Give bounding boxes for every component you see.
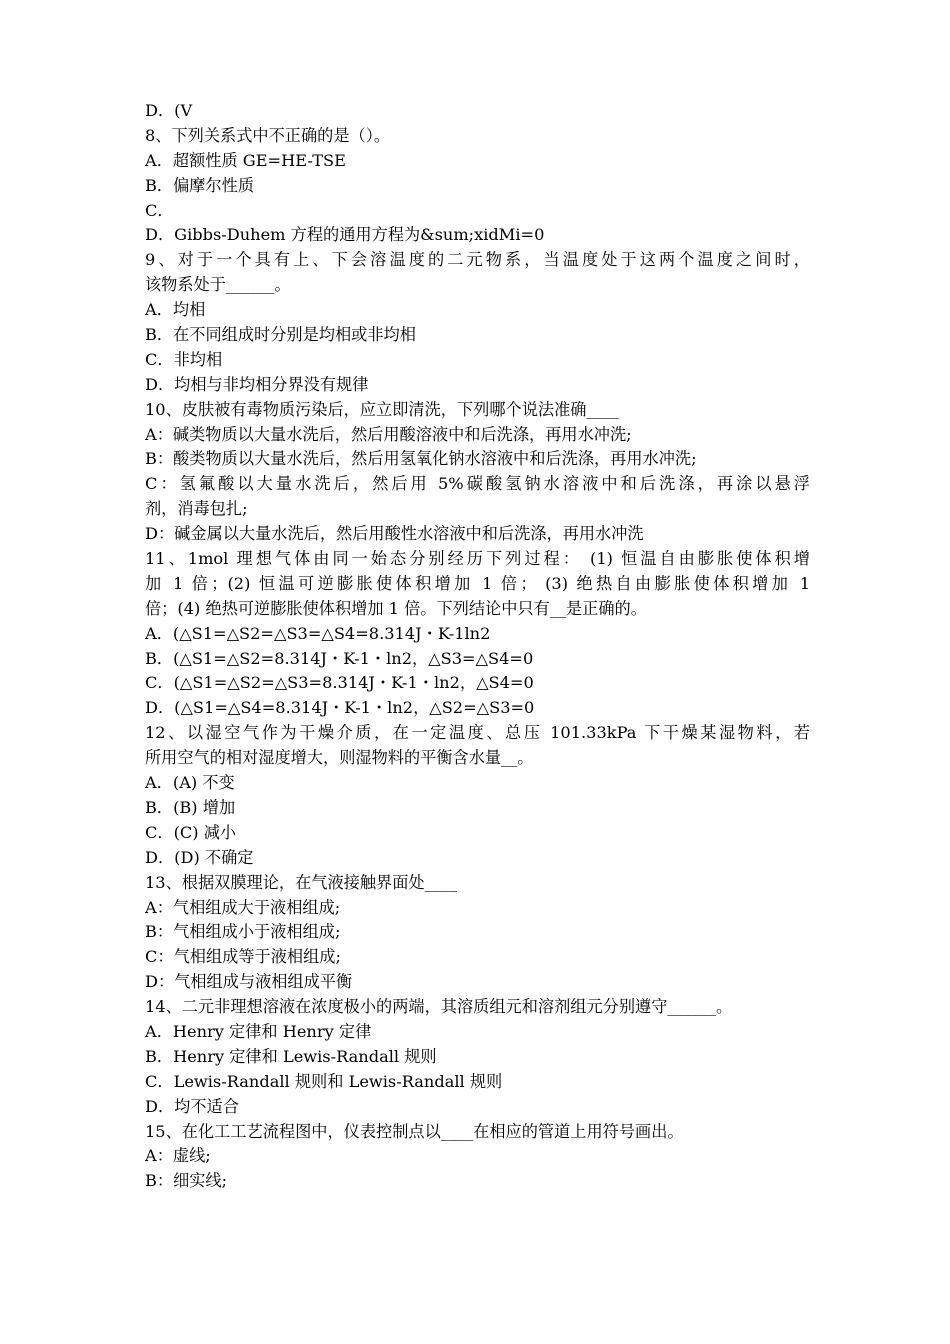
question-8-option-d: D．Gibbs-Duhem 方程的通用方程为&sum;xidMi=0 [145, 225, 545, 245]
question-9-stem-cont: 该物系处于______。 [145, 275, 291, 295]
question-14-option-a: A．Henry 定律和 Henry 定律 [145, 1021, 372, 1041]
question-9-option-a: A．均相 [145, 300, 206, 320]
question-10-option-a: A：碱类物质以大量水洗后，然后用酸溶液中和后洗涤，再用水冲洗; [145, 424, 632, 444]
question-15-option-b: B：细实线; [145, 1171, 228, 1191]
question-12-option-b: B．(B) 增加 [145, 797, 236, 817]
question-14-stem: 14、二元非理想溶液在浓度极小的两端，其溶质组元和溶剂组元分别遵守______。 [145, 997, 733, 1017]
question-11-option-a: A．(△S1=△S2=△S3=△S4=8.314J・K-1ln2 [145, 623, 491, 643]
question-11-option-c: C．(△S1=△S2=△S3=8.314J・K-1・ln2，△S4=0 [145, 673, 534, 693]
question-9-option-b: B．在不同组成时分别是均相或非均相 [145, 325, 416, 345]
text-line: D．(V [145, 101, 193, 120]
question-13-option-b: B：气相组成小于液相组成; [145, 922, 341, 942]
page-text-body [145, 99, 810, 1194]
question-10-option-b: B：酸类物质以大量水洗后，然后用氢氧化钠水溶液中和后洗涤，再用水冲洗; [145, 449, 697, 469]
question-10-option-d: D：碱金属以大量水洗后，然后用酸性水溶液中和后洗涤，再用水冲洗 [145, 524, 644, 544]
question-13-stem: 13、根据双膜理论，在气液接触界面处____ [145, 872, 457, 892]
question-12-stem: 12、以湿空气作为干燥介质，在一定温度、总压 101.33kPa 下干燥某湿物料，若 [145, 723, 810, 743]
question-8-option-b: B．偏摩尔性质 [145, 175, 255, 195]
question-11-option-b: B．(△S1=△S2=8.314J・K-1・ln2，△S3=△S4=0 [145, 648, 534, 668]
question-14-option-d: D．均不适合 [145, 1096, 239, 1116]
question-8-stem: 8、下列关系式中不正确的是（）。 [145, 125, 391, 145]
question-8-option-a: A．超额性质 GE=HE-TSE [145, 150, 346, 170]
question-11-stem-cont: 加 1 倍；(2) 恒温可逆膨胀使体积增加 1 倍； (3) 绝热自由膨胀使体积增加 1 [145, 573, 810, 593]
question-15-stem: 15、在化工工艺流程图中，仪表控制点以____在相应的管道上用符号画出。 [145, 1121, 684, 1141]
question-14-option-b: B．Henry 定律和 Lewis-Randall 规则 [145, 1046, 437, 1066]
question-8-option-c: C． [145, 200, 174, 220]
question-9-stem: 9、对于一个具有上、下会溶温度的二元物系，当温度处于这两个温度之间时， [145, 250, 810, 270]
question-11-stem: 11、1mol 理想气体由同一始态分别经历下列过程： (1) 恒温自由膨胀使体积增 [145, 549, 810, 569]
question-10-stem: 10、皮肤被有毒物质污染后，应立即清洗，下列哪个说法准确____ [145, 399, 619, 419]
question-13-option-d: D：气相组成与液相组成平衡 [145, 972, 353, 992]
question-15-option-a: A：虚线; [145, 1146, 211, 1166]
question-13-option-c: C：气相组成等于液相组成; [145, 947, 341, 967]
question-11-option-d: D．(△S1=△S4=8.314J・K-1・ln2，△S2=△S3=0 [145, 698, 535, 718]
question-13-option-a: A：气相组成大于液相组成; [145, 897, 341, 917]
question-14-option-c: C．Lewis-Randall 规则和 Lewis-Randall 规则 [145, 1071, 503, 1091]
question-10-option-c-cont: 剂，消毒包扎; [145, 499, 248, 519]
question-9-option-c: C．非均相 [145, 349, 223, 369]
question-12-stem-cont: 所用空气的相对湿度增大，则湿物料的平衡含水量__。 [145, 748, 534, 768]
question-11-stem-end: 倍；(4) 绝热可逆膨胀使体积增加 1 倍。下列结论中只有__是正确的。 [145, 598, 647, 618]
question-12-option-c: C．(C) 减小 [145, 822, 237, 842]
question-12-option-d: D．(D) 不确定 [145, 847, 254, 867]
question-12-option-a: A．(A) 不变 [145, 773, 235, 793]
question-10-option-c: C：氢氟酸以大量水洗后，然后用 5%碳酸氢钠水溶液中和后洗涤，再涂以悬浮 [145, 474, 810, 494]
question-9-option-d: D．均相与非均相分界没有规律 [145, 374, 369, 394]
